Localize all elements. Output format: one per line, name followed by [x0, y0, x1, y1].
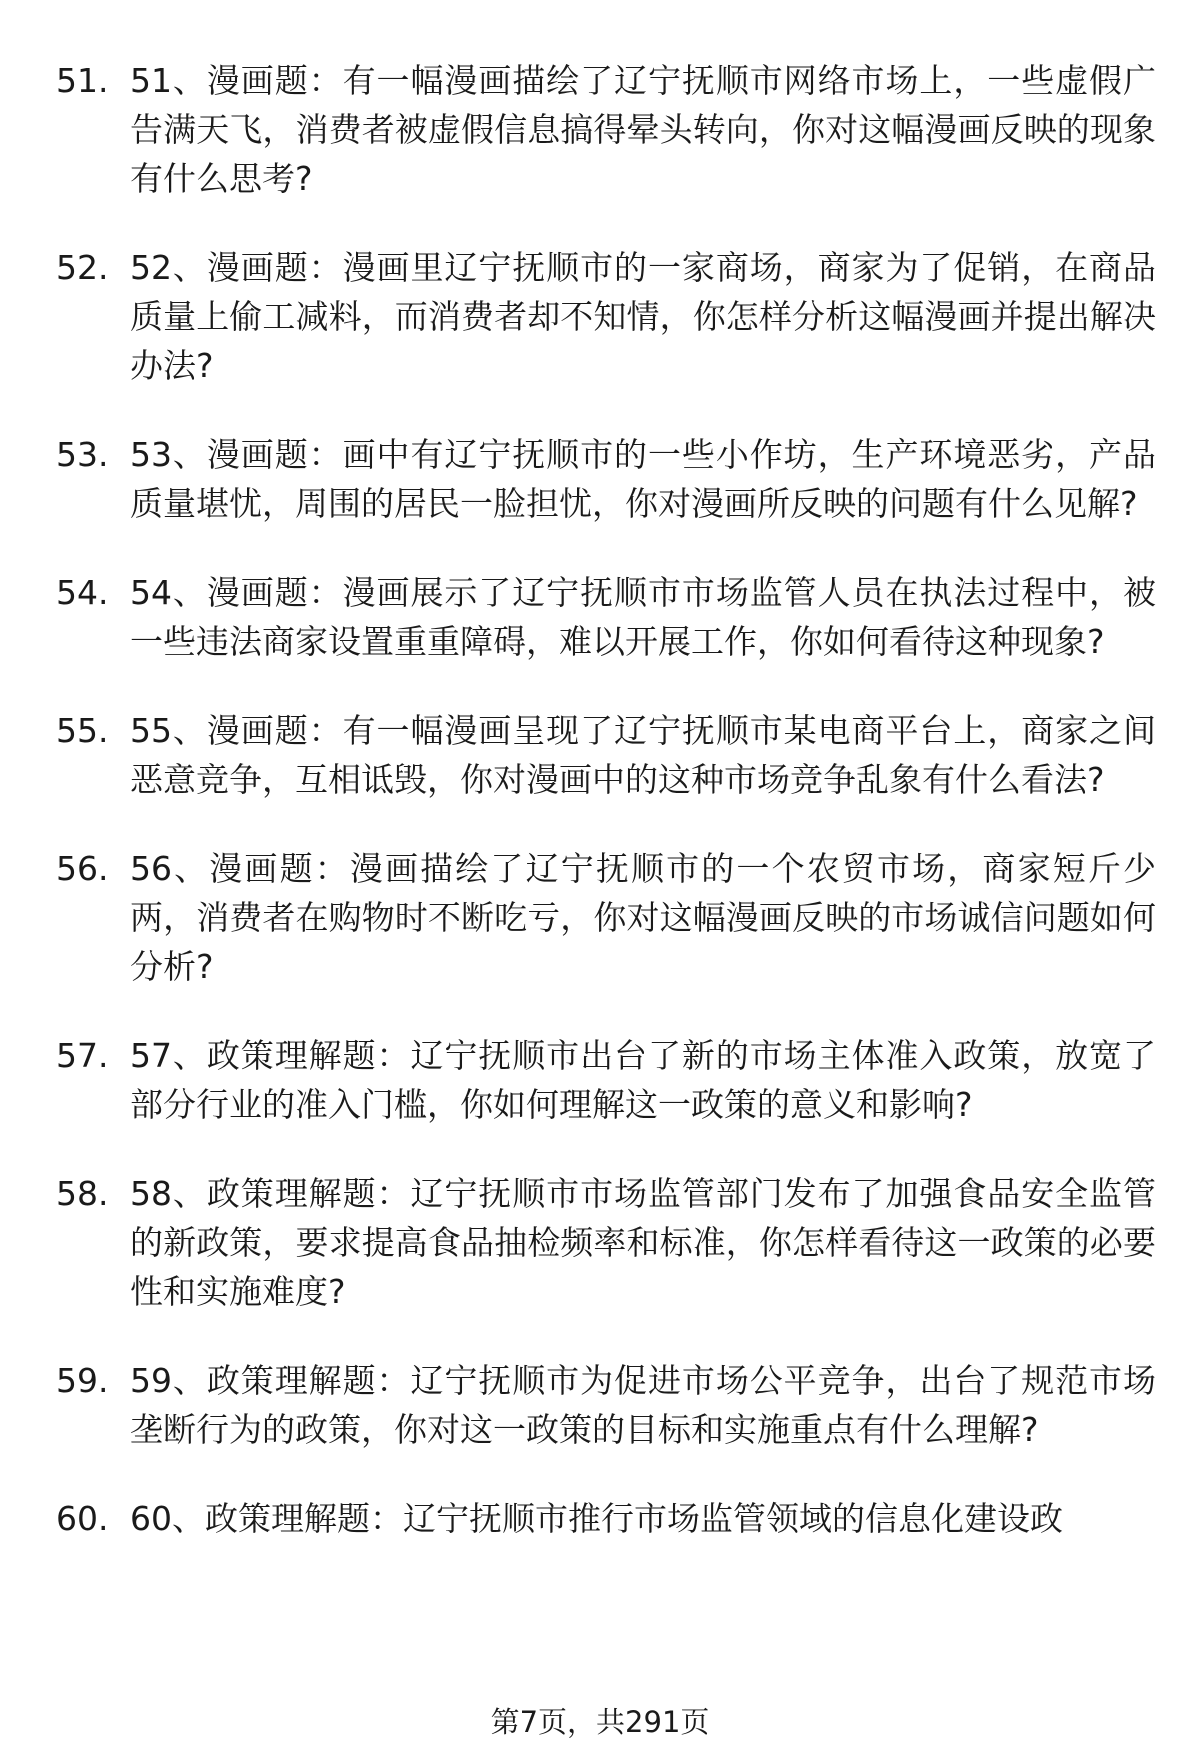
item-text: 51、漫画题：有一幅漫画描绘了辽宁抚顺市网络市场上，一些虚假广告满天飞，消费者被虚假信息搞得晕头转向，你对这幅漫画反映的现象有什么思考?: [130, 61, 1156, 198]
item-text: 59、政策理解题：辽宁抚顺市为促进市场公平竞争，出台了规范市场垄断行为的政策，你对这一政策的目标和实施重点有什么理解?: [130, 1361, 1156, 1449]
item-number: 54.: [56, 573, 109, 612]
list-item: [56, 1169, 1156, 1316]
item-text: 57、政策理解题：辽宁抚顺市出台了新的市场主体准入政策，放宽了部分行业的准入门槛，你如何理解这一政策的意义和影响?: [130, 1036, 1156, 1124]
list-item: [56, 1494, 1156, 1543]
item-number: 56.: [56, 849, 109, 888]
item-text: 53、漫画题：画中有辽宁抚顺市的一些小作坊，生产环境恶劣，产品质量堪忧，周围的居民一脸担忧，你对漫画所反映的问题有什么见解?: [130, 435, 1156, 523]
list-item: [56, 243, 1156, 390]
question-list: [56, 56, 1156, 1583]
item-text: 60、政策理解题：辽宁抚顺市推行市场监管领域的信息化建设政: [130, 1499, 1063, 1538]
item-text: 52、漫画题：漫画里辽宁抚顺市的一家商场，商家为了促销，在商品质量上偷工减料，而消费者却不知情，你怎样分析这幅漫画并提出解决办法?: [130, 248, 1156, 385]
list-item: [56, 568, 1156, 666]
item-text: 54、漫画题：漫画展示了辽宁抚顺市市场监管人员在执法过程中，被一些违法商家设置重重障碍，难以开展工作，你如何看待这种现象?: [130, 573, 1156, 661]
list-item: [56, 430, 1156, 528]
item-number: 53.: [56, 435, 109, 474]
list-item: [56, 1031, 1156, 1129]
item-number: 55.: [56, 711, 109, 750]
list-item: [56, 56, 1156, 203]
item-number: 52.: [56, 248, 109, 287]
item-text: 56、漫画题：漫画描绘了辽宁抚顺市的一个农贸市场，商家短斤少两，消费者在购物时不断吃亏，你对这幅漫画反映的市场诚信问题如何分析?: [130, 849, 1156, 986]
item-text: 58、政策理解题：辽宁抚顺市市场监管部门发布了加强食品安全监管的新政策，要求提高食品抽检频率和标准，你怎样看待这一政策的必要性和实施难度?: [130, 1174, 1156, 1311]
item-number: 59.: [56, 1361, 109, 1400]
item-number: 57.: [56, 1036, 109, 1075]
page-footer: 第7页，共291页: [490, 1705, 710, 1739]
list-item: [56, 706, 1156, 804]
item-number: 51.: [56, 61, 109, 100]
list-item: [56, 1356, 1156, 1454]
list-item: [56, 844, 1156, 991]
item-text: 55、漫画题：有一幅漫画呈现了辽宁抚顺市某电商平台上，商家之间恶意竞争，互相诋毁，你对漫画中的这种市场竞争乱象有什么看法?: [130, 711, 1156, 799]
item-number: 60.: [56, 1499, 109, 1538]
item-number: 58.: [56, 1174, 109, 1213]
